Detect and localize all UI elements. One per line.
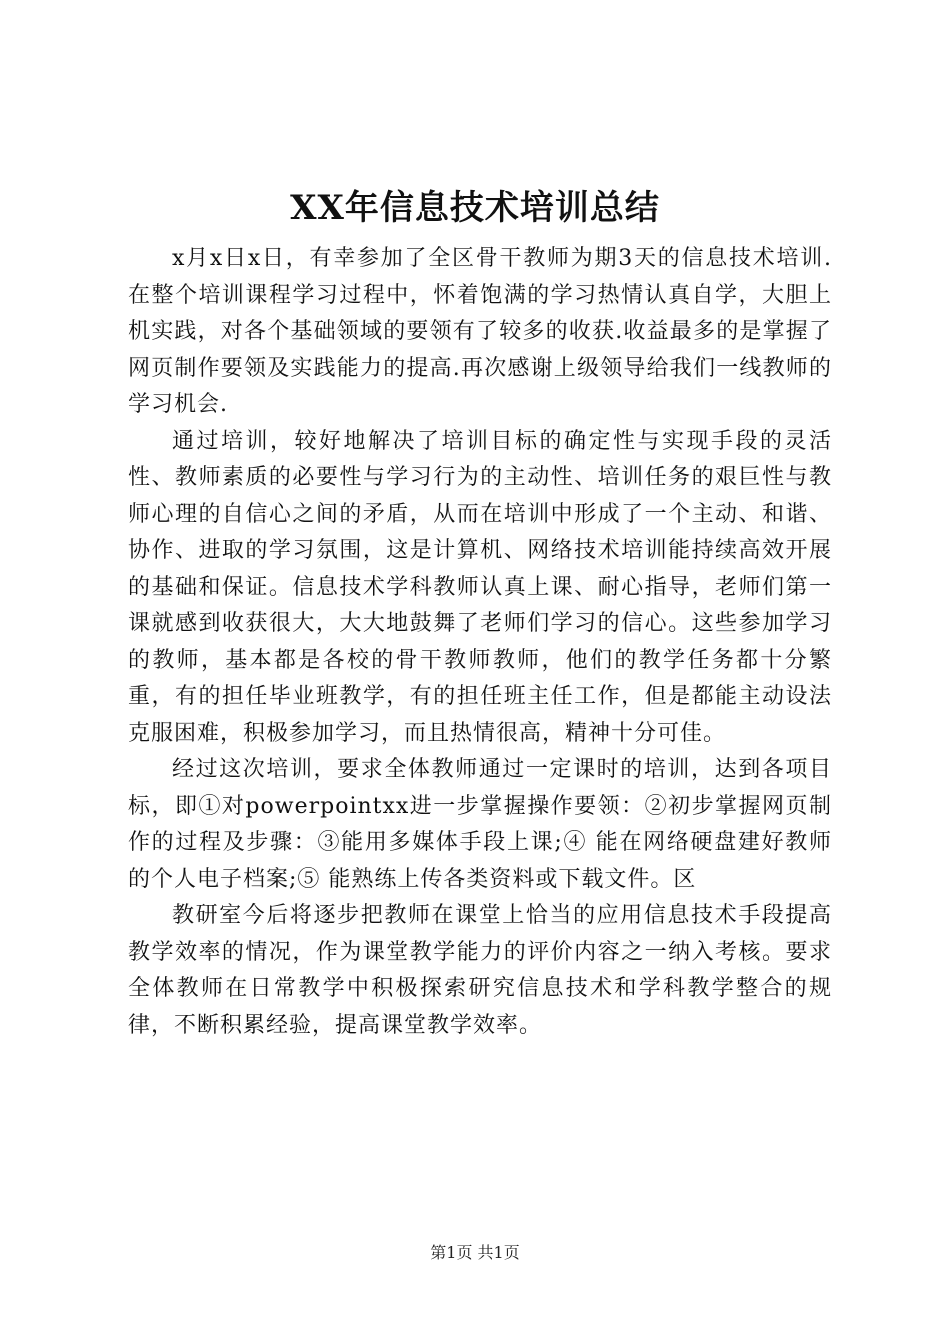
paragraph-4: 教研室今后将逐步把教师在课堂上恰当的应用信息技术手段提高教学效率的情况，作为课堂教学能力的评价内容之一纳入考核。要求全体教师在日常教学中积极探索研究信息技术和学科教学整合的规律，不断积累经验，提高课堂教学效率。 [128,903,832,1038]
paragraph-3: 经过这次培训，要求全体教师通过一定课时的培训，达到各项目标，即①对powerpointxx进一步掌握操作要领：②初步掌握网页制作的过程及步骤：③能用多媒体手段上课;④ 能在网络硬盘建好教师的个人电子档案;⑤ 能熟练上传各类资料或下载文件。区 [128,757,832,892]
page-footer: 第1页 共1页 [430,1243,520,1262]
document-body [128,241,832,1044]
paragraph-2: 通过培训，较好地解决了培训目标的确定性与实现手段的灵活性、教师素质的必要性与学习行为的主动性、培训任务的艰巨性与教师心理的自信心之间的矛盾，从而在培训中形成了一个主动、和谐、协作、进取的学习氛围，这是计算机、网络技术培训能持续高效开展的基础和保证。信息技术学科教师认真上课、耐心指导，老师们第一课就感到收获很大，大大地鼓舞了老师们学习的信心。这些参加学习的教师，基本都是各校的骨干教师教师，他们的教学任务都十分繁重，有的担任毕业班教学，有的担任班主任工作，但是都能主动设法克服困难，积极参加学习，而且热情很高，精神十分可佳。 [128,428,832,746]
paragraph-1: x月x日x日，有幸参加了全区骨干教师为期3天的信息技术培训.在整个培训课程学习过程中，怀着饱满的学习热情认真自学，大胆上机实践，对各个基础领域的要领有了较多的收获.收益最多的是掌握了网页制作要领及实践能力的提高.再次感谢上级领导给我们一线教师的学习机会. [128,246,832,417]
document-title: XX年信息技术培训总结 [290,188,660,228]
